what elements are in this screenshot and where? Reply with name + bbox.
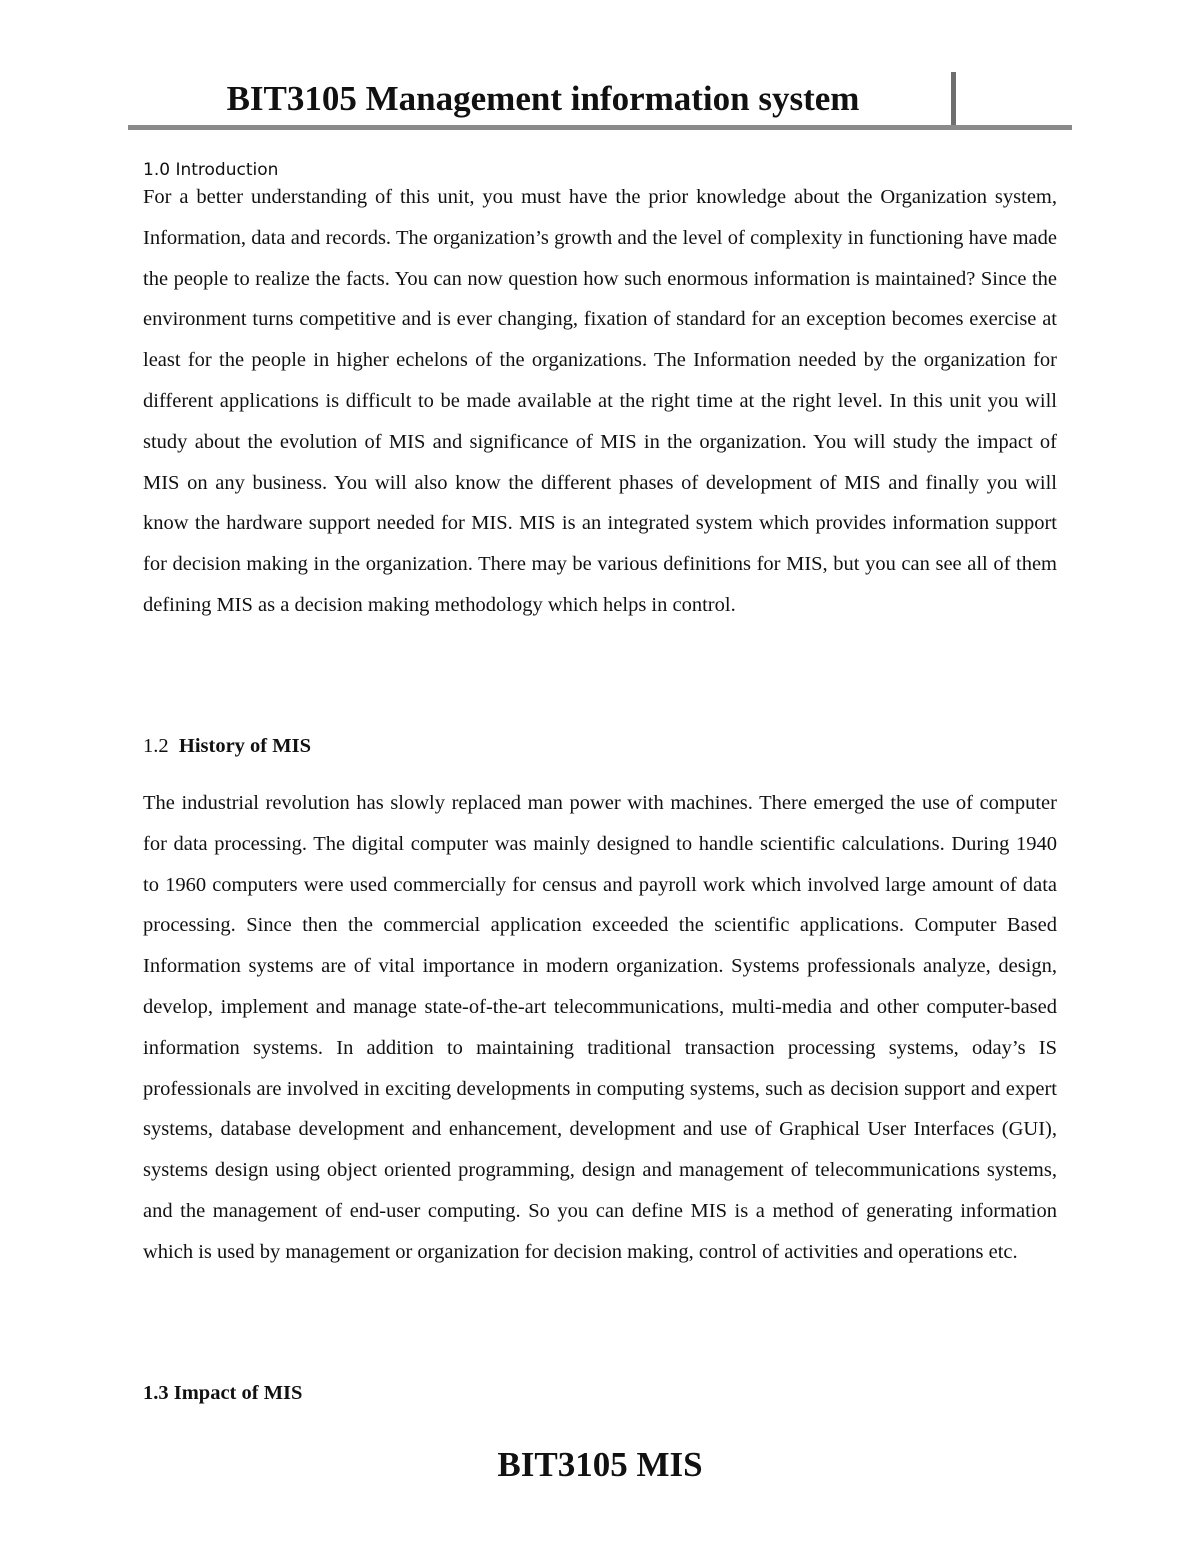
header-vertical-divider <box>951 72 956 130</box>
page-footer-title: BIT3105 MIS <box>497 1445 703 1484</box>
history-heading <box>143 732 311 760</box>
intro-heading: 1.0 Introduction <box>143 160 279 180</box>
page-header-title: BIT3105 Management information system <box>226 79 860 118</box>
history-section-title: History of MIS <box>178 735 311 757</box>
header-rule <box>128 125 1072 130</box>
history-paragraph: The industrial revolution has slowly replaced man power with machines. There emerged the use of computer for data processing. The digital computer was mainly designed to handle scientific calculations. During 1940 to 1960 computers were used commercially for census and payroll work which involved large amount of data processing. Since then the commercial application exceeded the scientific applications. Computer Based Information systems are of vital importance in modern organization. Systems professionals analyze, design, develop, implement and manage state-of-the-art telecommunications, multi-media and other computer-based information systems. In addition to maintaining traditional transaction processing systems, oday’s IS professionals are involved in exciting developments in computing systems, such as decision support and expert systems, database development and enhancement, development and use of Graphical User Interfaces (GUI), systems design using object oriented programming, design and management of telecommunications systems, and the management of end-user computing. So you can define MIS is a method of generating information which is used by management or organization for decision making, control of activities and operations etc. <box>143 792 1057 1263</box>
intro-paragraph: For a better understanding of this unit, you must have the prior knowledge about the Organization system, Information, data and records. The organization’s growth and the level of complexity in functioning have made the people to realize the facts. You can now question how such enormous information is maintained? Since the environment turns competitive and is ever changing, fixation of standard for an exception becomes exercise at least for the people in higher echelons of the organizations. The Information needed by the organization for different applications is difficult to be made available at the right time at the right level. In this unit you will study about the evolution of MIS and significance of MIS in the organization. You will study the impact of MIS on any business. You will also know the different phases of development of MIS and finally you will know the hardware support needed for MIS. MIS is an integrated system which provides information support for decision making in the organization. There may be various definitions for MIS, but you can see all of them defining MIS as a decision making methodology which helps in control. <box>143 186 1057 616</box>
impact-heading: 1.3 Impact of MIS <box>143 1382 303 1404</box>
history-section-number: 1.2 <box>143 735 169 757</box>
